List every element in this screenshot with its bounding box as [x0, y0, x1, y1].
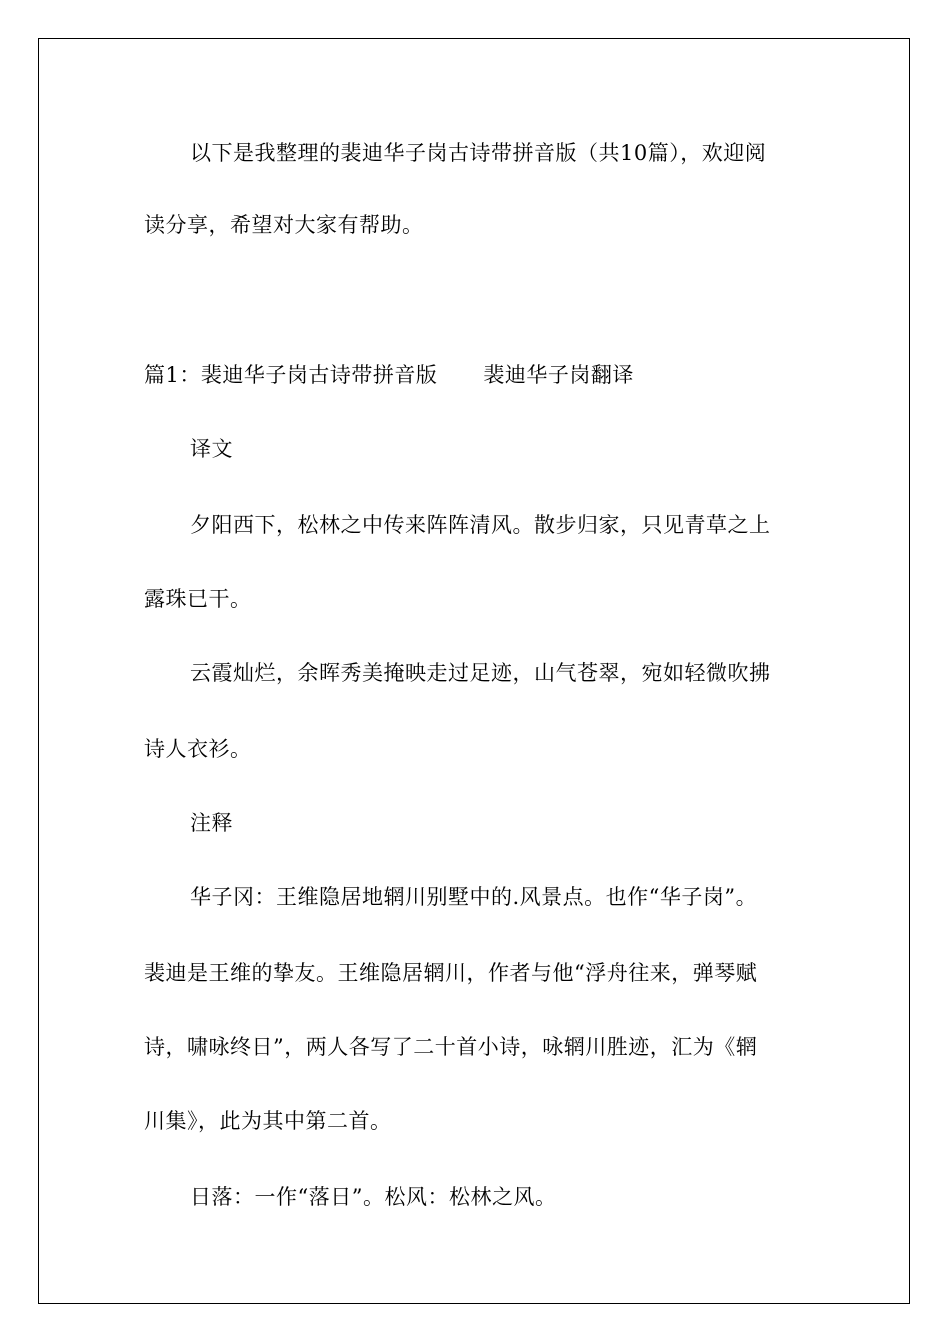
translation-p2-line-2: 诗人衣衫。: [144, 737, 252, 761]
notes-p1-line-3: 诗，啸咏终日”，两人各写了二十首小诗，咏辋川胜迹，汇为《辋: [144, 1035, 758, 1059]
section-heading-subtitle: 裴迪华子岗翻译: [483, 363, 634, 387]
intro-line-1: 以下是我整理的裴迪华子岗古诗带拼音版（共10篇），欢迎阅: [190, 141, 767, 165]
notes-p2-line-1: 日落：一作“落日”。松风：松林之风。: [190, 1185, 557, 1209]
translation-p1-line-2: 露珠已干。: [144, 587, 252, 611]
section-heading: [144, 360, 634, 390]
translation-label: 译文: [190, 437, 233, 461]
notes-p1-line-4: 川集》，此为其中第二首。: [144, 1109, 392, 1133]
section-heading-title: 篇1：裴迪华子岗古诗带拼音版: [144, 363, 438, 387]
notes-p1-line-1: 华子冈：王维隐居地辋川别墅中的.风景点。也作“华子岗”。: [190, 885, 758, 909]
translation-p1-line-1: 夕阳西下，松林之中传来阵阵清风。散步归家，只见青草之上: [190, 513, 771, 537]
notes-label: 注释: [190, 811, 233, 835]
intro-line-2: 读分享，希望对大家有帮助。: [144, 213, 424, 237]
translation-p2-line-1: 云霞灿烂，余晖秀美掩映走过足迹，山气苍翠，宛如轻微吹拂: [190, 661, 771, 685]
notes-p1-line-2: 裴迪是王维的挚友。王维隐居辋川，作者与他“浮舟往来，弹琴赋: [144, 961, 758, 985]
